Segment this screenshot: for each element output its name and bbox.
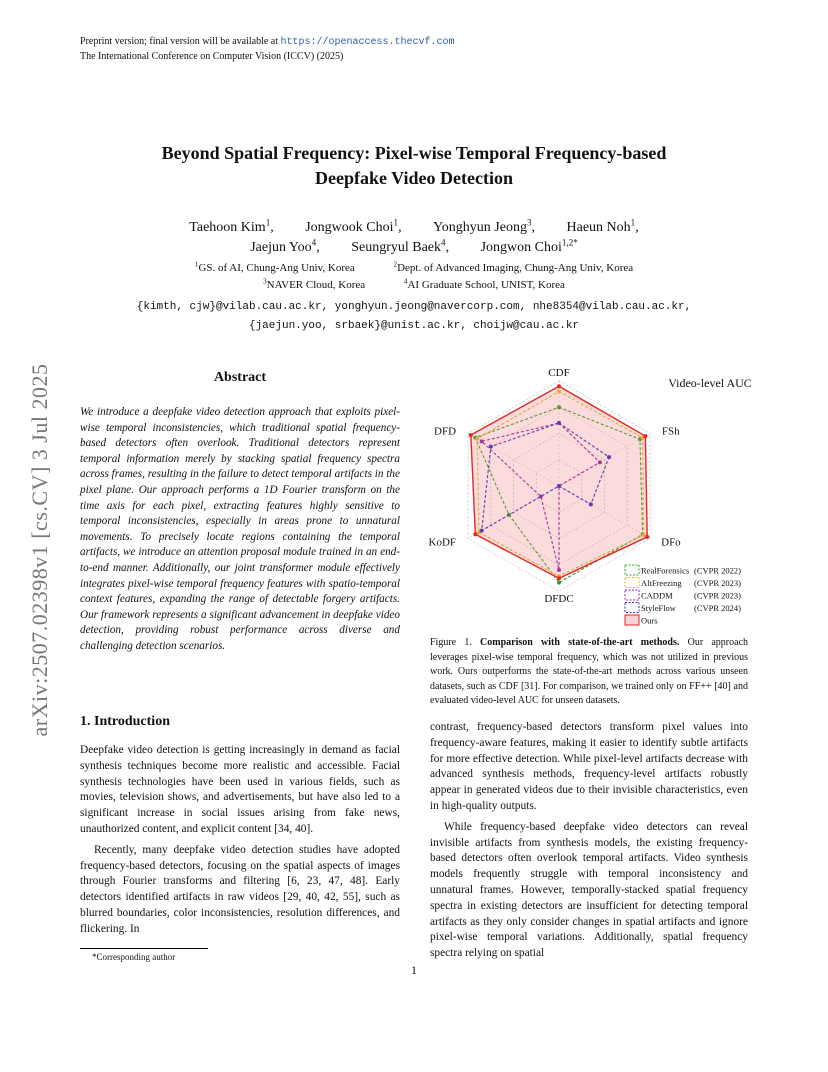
- affiliations: [100, 260, 728, 294]
- legend-venue: (CVPR 2024): [694, 603, 741, 613]
- radar-axis-label: KoDF: [428, 536, 457, 549]
- abstract-heading: Abstract: [213, 370, 267, 385]
- footnote-rule: [80, 948, 208, 949]
- radar-series-line: [471, 386, 647, 578]
- legend-swatch: [625, 578, 639, 588]
- preprint-header: [80, 35, 455, 64]
- legend-label: AltFreezing: [641, 578, 682, 588]
- radar-axis-label: CDF: [548, 367, 570, 380]
- legend-venue: (CVPR 2023): [694, 590, 741, 601]
- footnote: *Corresponding author: [92, 952, 176, 962]
- left-column-body: [80, 743, 400, 943]
- legend-swatch: [625, 615, 639, 625]
- radar-series-point: [473, 532, 477, 536]
- radar-series-point: [643, 434, 647, 438]
- radar-chart: [420, 366, 760, 628]
- abstract-text: We introduce a deepfake video detection approach that exploits pixel-wise temporal inconsistencies, which traditional spatial frequency-based detectors often overlook. Traditional detectors represent temporal information merely by stacking spatial frequency spectra across frames, resulting in the failure to detect temporal artifacts in the pixel plane. Our approach performs a 1D Fourier transform on the time axis for each pixel, extracting features highly sensitive to temporal inconsistencies, especially in areas prone to unnatural movements. To precisely locate regions containing the temporal artifacts, we introduce an attention proposal module trained in an end-to-end manner. Additionally, our joint transformer module effectively integrates pixel-wise temporal frequency features with spatio-temporal context features, expanding the range of detectable forgery artifacts. Our framework represents a significant advancement in deepfake video detection, providing robust performance across diverse and challenging detection scenarios.: [80, 406, 400, 652]
- affiliation: $^3$NAVER Cloud, Korea: [263, 277, 366, 291]
- author: Jaejun Yoo$^4$,: [250, 237, 320, 255]
- title-line-1: Beyond Spatial Frequency: Pixel-wise Temporal Frequency-based: [161, 143, 667, 163]
- legend-swatch: [625, 590, 639, 600]
- right-paragraph-1: contrast, frequency-based detectors transform pixel values into frequency-aware features, making it easier to identify subtle artifacts for more effective detection. While pixel-level artifacts decrease with advanced synthesis methods, frequency-level artifacts robustly appear in generated videos due to their invisible characteristics, even in high-quality outputs.: [430, 721, 748, 812]
- legend-venue: (CVPR 2023): [694, 578, 741, 588]
- radar-axis-label: FSh: [661, 425, 680, 438]
- legend-label: CADDM: [641, 590, 673, 601]
- section-heading-introduction: 1. Introduction: [80, 714, 170, 729]
- right-paragraph-2: While frequency-based deepfake video detectors can reveal invisible artifacts from synthesis models, the existing frequency-based detectors often overlook temporal artifacts. Video synthesis models frequently struggle with temporal inconsistency and unnatural frames. However, temporally-stacked spatial frequency spectra in existing detectors are insufficient for detecting temporal artifacts as they only consider changes in spatial artifacts and ignore pixel-wise temporal variations. Additionally, spatial frequency spectra relying on spatial: [430, 820, 748, 960]
- author-list: [100, 218, 728, 258]
- affiliation: $^2$Dept. of Advanced Imaging, Chung-Ang Univ, Korea: [393, 260, 634, 274]
- header-line2: The International Conference on Computer Vision (ICCV) (2025): [80, 51, 344, 62]
- author: Seungryul Baek$^4$,: [351, 237, 450, 255]
- figure-caption: Figure 1. Comparison with state-of-the-art methods. Our approach leverages pixel-wise temporal frequency, which was not utilized in previous work. Ours outperforms the state-of-the-art methods across various unseen datasets, such as CDF [31]. For comparison, we trained only on FF++ [40] and evaluated video-level AUC for unseen datasets.: [430, 637, 749, 706]
- emails-line-1: {kimth, cjw}@vilab.cau.ac.kr, yonghyun.jeong@navercorp.com, nhe8354@vilab.cau.ac.kr,: [136, 301, 692, 313]
- radar-series-point: [557, 384, 561, 388]
- paper-title: [100, 141, 728, 191]
- page-number: 1: [411, 963, 417, 977]
- radar-series-point: [645, 535, 649, 539]
- intro-paragraph-2: Recently, many deepfake video detection studies have adopted frequency-based detectors, focusing on the spatial aspects of images through Fourier transforms and filtering [6, 23, 47, 48]. Early detectors identified artifacts in raw videos [29, 40, 42, 55], such as blurred boundaries, color inconsistencies, resolution differences, and flickering. In: [80, 843, 400, 935]
- radar-axis-label: DFDC: [544, 592, 574, 605]
- title-line-2: Deepfake Video Detection: [315, 168, 513, 188]
- emails-line-2: {jaejun.yoo, srbaek}@unist.ac.kr, choijw@cau.ac.kr: [248, 320, 580, 332]
- arxiv-stamp: [20, 340, 60, 760]
- radar-series-point: [557, 576, 561, 580]
- author-emails: [80, 298, 748, 336]
- author-row-1: [100, 218, 728, 238]
- figure-caption-bold: Comparison with state-of-the-art methods.: [480, 637, 680, 648]
- legend-label: RealForensics: [641, 565, 690, 576]
- author: Yonghyun Jeong$^3$,: [433, 217, 535, 235]
- author: Taehoon Kim$^1$,: [189, 217, 274, 235]
- radar-axis-label: DFo: [661, 536, 681, 549]
- legend-label: Ours: [641, 615, 658, 626]
- author-row-2: [100, 238, 728, 258]
- legend-label: StyleFlow: [641, 603, 676, 613]
- header-url-link[interactable]: https://openaccess.thecvf.com: [280, 37, 455, 48]
- author: Jongwook Choi$^1$,: [305, 217, 402, 235]
- right-column-body: [430, 720, 748, 967]
- legend-swatch: [625, 565, 639, 575]
- arxiv-stamp-text: arXiv:2507.02398v1 [cs.CV] 3 Jul 2025: [27, 363, 52, 737]
- affiliation: $^4$AI Graduate School, UNIST, Korea: [403, 277, 565, 291]
- radar-series-point: [469, 433, 473, 437]
- legend-venue: (CVPR 2022): [694, 565, 741, 576]
- intro-paragraph-1: Deepfake video detection is getting increasingly in demand as facial synthesis techniques become more realistic and accessible. Facial synthesis technologies have been used in various fields, such as movies, television shows, and advertisements, but have also led to a significant increase in social issues arising from fake news, unauthorized content, and explicit content [34, 40].: [80, 744, 400, 835]
- legend-swatch: [625, 603, 639, 613]
- author: Haeun Noh$^1$,: [566, 217, 639, 235]
- chart-title: Video-level AUC: [668, 376, 752, 390]
- header-line1: Preprint version; final version will be available at https://openaccess.thecvf.com: [80, 36, 455, 48]
- affiliation: $^1$GS. of AI, Chung-Ang Univ, Korea: [194, 260, 355, 274]
- radar-series-point: [557, 581, 561, 585]
- author: Jongwon Choi$^{1,2*}$: [480, 237, 578, 255]
- radar-axis-label: DFD: [434, 425, 457, 438]
